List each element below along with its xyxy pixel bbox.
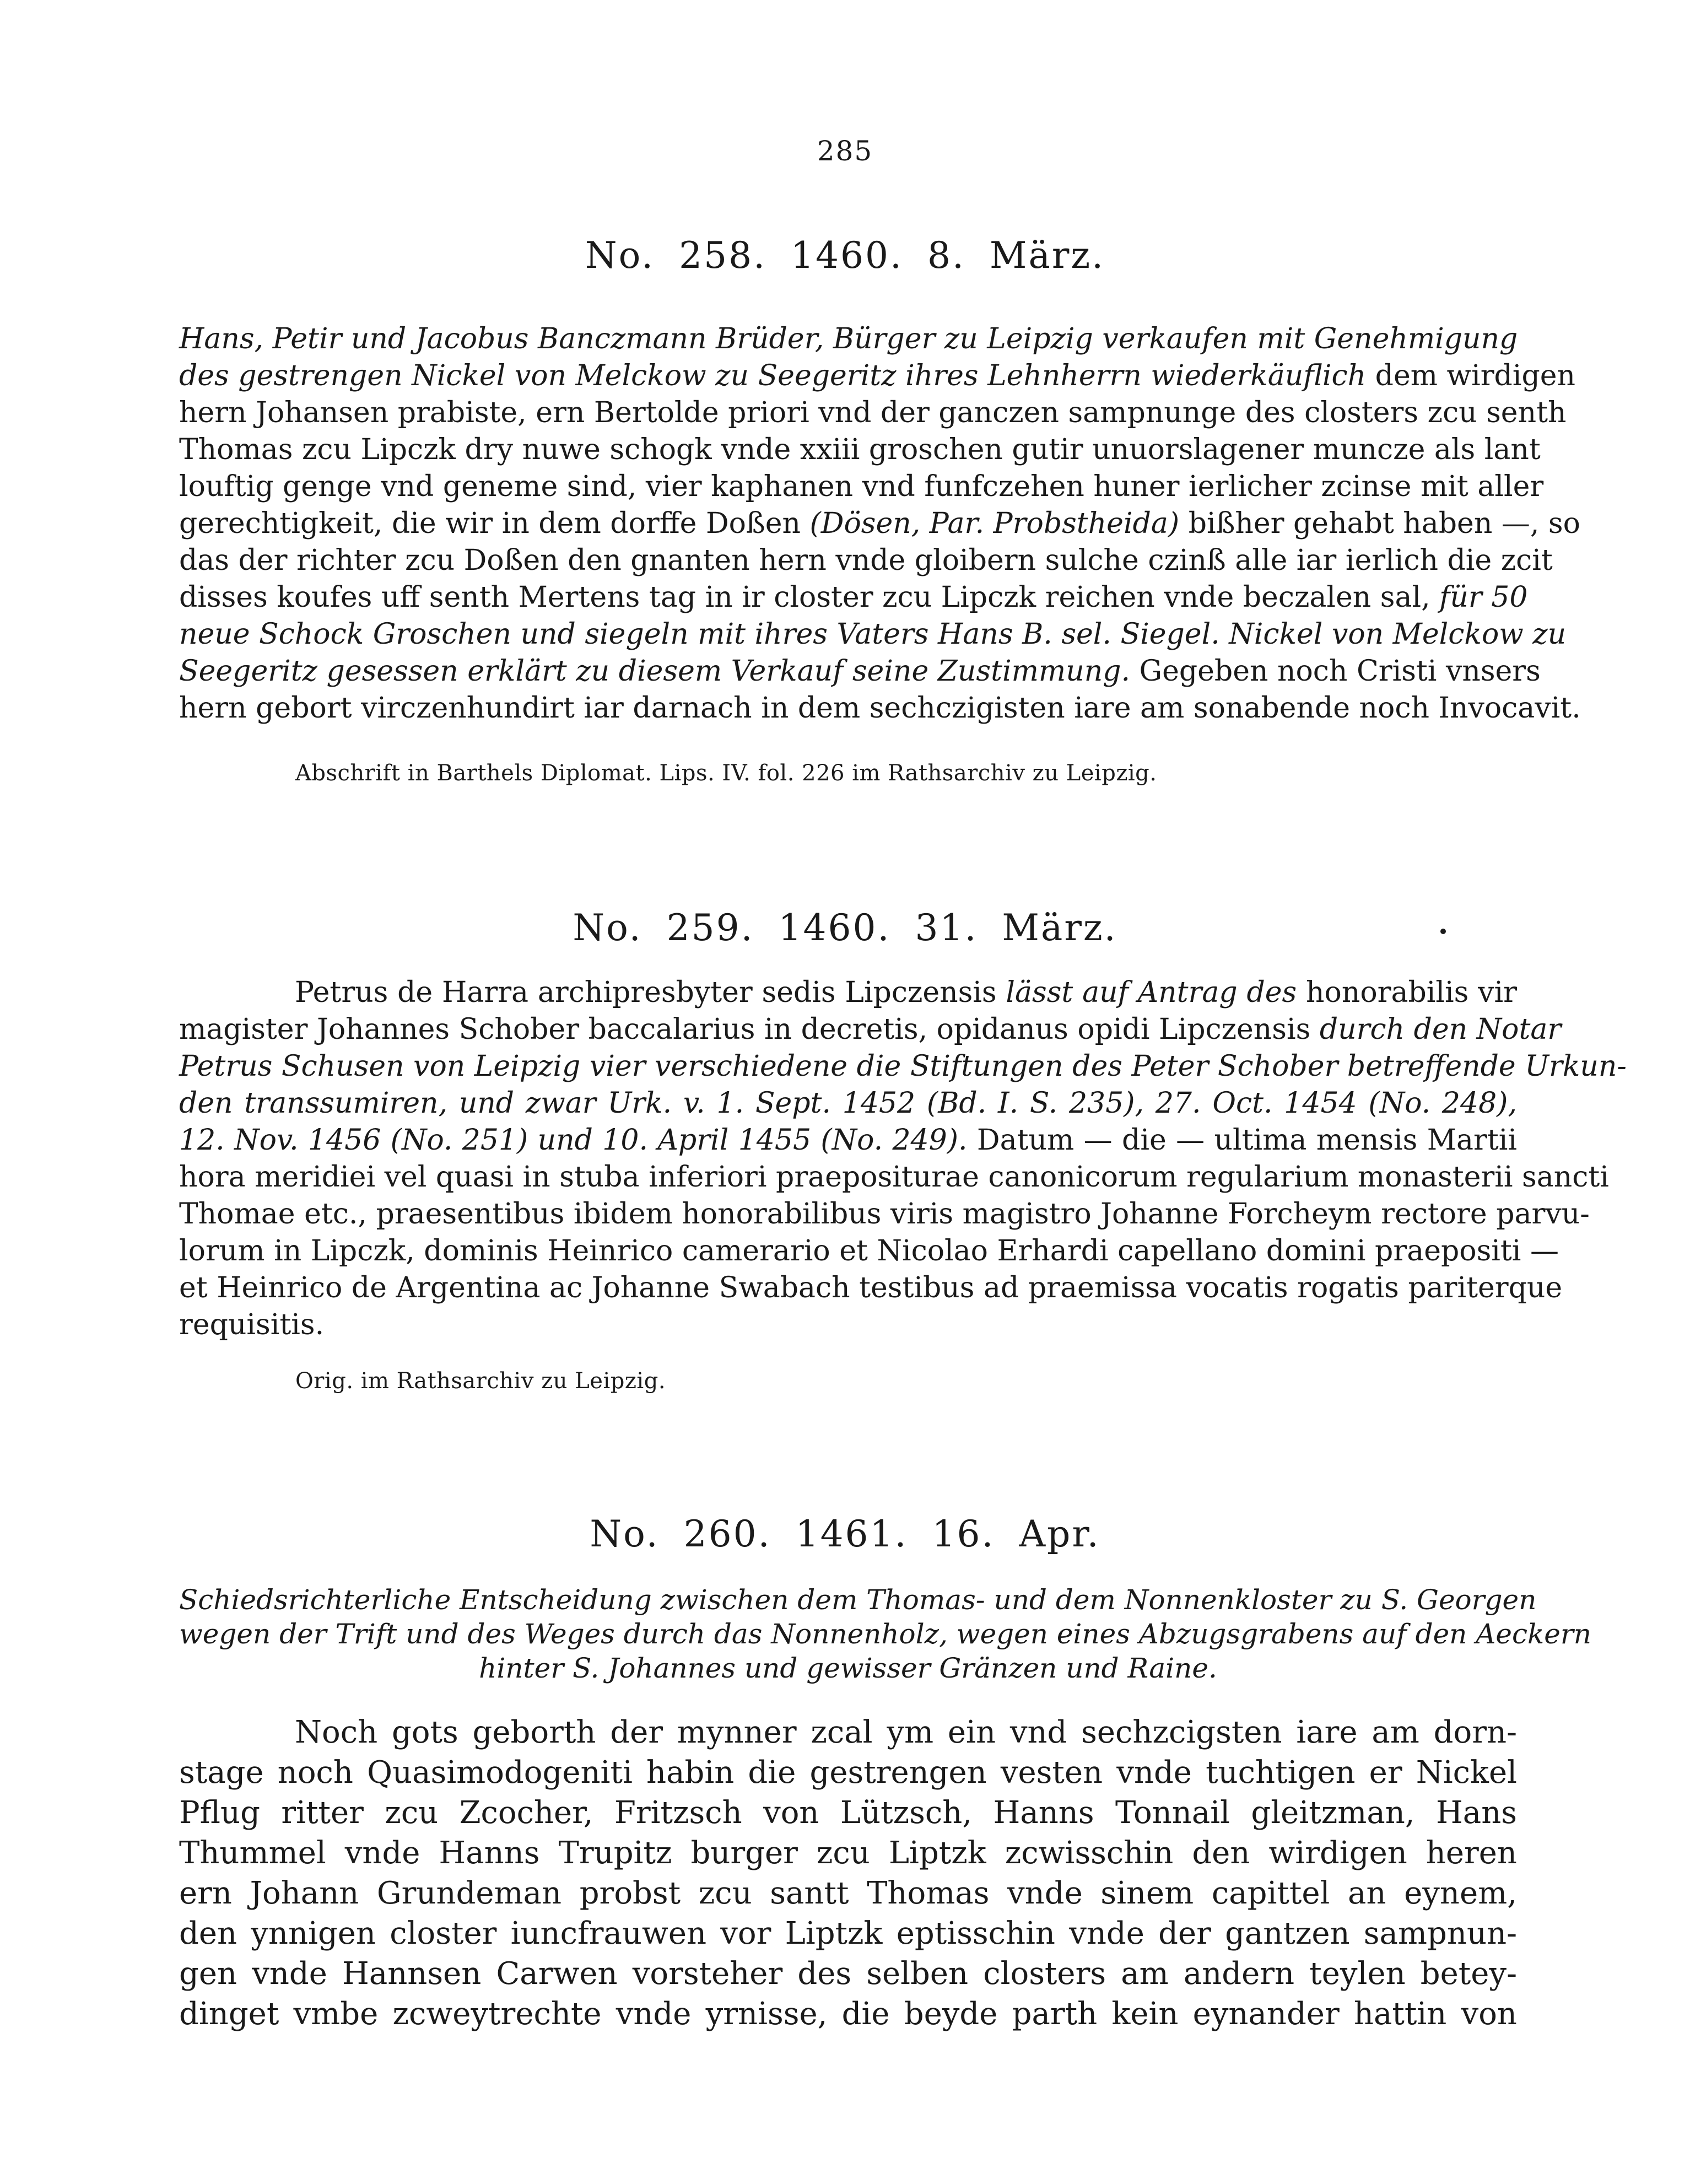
body-line: dinget vmbe zcweytrechte vnde yrnisse, die beyde parth kein eynander hattin von — [179, 1996, 1517, 2032]
text-line — [179, 358, 1576, 395]
text-line — [179, 395, 1567, 432]
body-line: gen vnde Hannsen Carwen vorsteher des selben closters am andern teylen betey- — [179, 1956, 1517, 1992]
summary-line: Schiedsrichterliche Entscheidung zwischen dem Thomas- und dem Nonnenkloster zu S. Georgen — [179, 1584, 1537, 1616]
entry-259-source: Orig. im Rathsarchiv zu Leipzig. — [295, 1368, 666, 1394]
text-line — [179, 542, 1553, 579]
page-number: 285 — [817, 135, 873, 167]
body-line: Pflug ritter zcu Zcocher, Fritzsch von Lützsch, Hanns Tonnail gleitzman, Hans — [179, 1795, 1517, 1831]
entry-259-text — [179, 974, 1627, 1344]
text-line — [179, 321, 1517, 358]
text-line — [179, 1270, 1563, 1307]
body-line: Thummel vnde Hanns Trupitz burger zcu Liptzk zcwisschin den wirdigen heren — [179, 1835, 1517, 1871]
text-line — [179, 1048, 1627, 1085]
entry-258-heading: No. 258. 1460. 8. März. — [585, 234, 1105, 277]
roman-segment: hora meridiei vel quasi in stuba inferiori praepositurae canonicorum regularium monasterii sancti — [179, 1161, 1609, 1194]
roman-segment: magister Johannes Schober baccalarius in decretis, opidanus opidi Lipczensis — [179, 1013, 1320, 1046]
text-line — [179, 653, 1541, 690]
italic-segment: für 50 — [1439, 581, 1528, 614]
italic-segment: 12. Nov. 1456 (No. 251) und 10. April 1455 (No. 249). — [179, 1124, 968, 1157]
roman-segment: et Heinrico de Argentina ac Johanne Swabach testibus ad praemissa vocatis rogatis pariterque — [179, 1271, 1563, 1304]
body-line: den ynnigen closter iuncfrauwen vor Liptzk eptisschin vnde der gantzen sampnun- — [179, 1916, 1517, 1951]
italic-segment: den transsumiren, und zwar Urk. v. 1. Sept. 1452 (Bd. I. S. 235), 27. Oct. 1454 (No. 248), — [179, 1087, 1517, 1120]
body-line: ern Johann Grundeman probst zcu santt Thomas vnde sinem capittel an eynem, — [179, 1875, 1517, 1911]
text-line — [179, 1233, 1559, 1270]
italic-segment: durch den Notar — [1319, 1013, 1562, 1046]
entry-258-source: Abschrift in Barthels Diplomat. Lips. IV. fol. 226 im Rathsarchiv zu Leipzig. — [295, 761, 1157, 786]
entry-260-heading: No. 260. 1461. 16. Apr. — [590, 1513, 1100, 1555]
body-line: stage noch Quasimodogeniti habin die gestrengen vesten vnde tuchtigen er Nickel — [179, 1755, 1517, 1791]
stray-dot — [1440, 929, 1446, 934]
roman-segment: honorabilis vir — [1297, 976, 1518, 1009]
entry-259-heading: No. 259. 1460. 31. März. — [573, 907, 1117, 949]
text-line — [179, 1011, 1562, 1048]
roman-segment: requisitis. — [179, 1308, 325, 1341]
entry-258-text — [179, 321, 1581, 727]
text-line — [179, 468, 1544, 505]
entry-260-body — [179, 1712, 1517, 2034]
roman-segment: das der richter zcu Doßen den gnanten hern vnde gloibern sulche czinß alle iar ierlich die zcit — [179, 544, 1553, 577]
text-line — [179, 616, 1567, 653]
roman-segment: disses koufes uff senth Mertens tag in ir closter zcu Lipczk reichen vnde beczalen sal, — [179, 581, 1440, 614]
italic-segment: (Dösen, Par. Probstheida) — [809, 507, 1180, 540]
roman-segment: Thomae etc., praesentibus ibidem honorabilibus viris magistro Johanne Forcheym rectore parvu- — [179, 1198, 1590, 1231]
italic-segment: neue Schock Groschen und siegeln mit ihres Vaters Hans B. sel. Siegel. Nickel von Melckow zu — [179, 618, 1567, 651]
summary-line: wegen der Trift und des Weges durch das Nonnenholz, wegen eines Abzugsgrabens auf den Aeckern — [179, 1618, 1591, 1650]
text-line — [179, 690, 1581, 727]
text-line — [179, 1122, 1517, 1159]
italic-segment: Petrus Schusen von Leipzig vier verschiedene die Stiftungen des Peter Schober betreffende Urkun- — [179, 1050, 1627, 1083]
text-line — [179, 1196, 1590, 1233]
text-line — [179, 579, 1528, 616]
roman-segment: louftig genge vnd geneme sind, vier kaphanen vnd funfczehen huner ierlicher zcinse mit aller — [179, 470, 1544, 503]
roman-segment: hern gebort virczenhundirt iar darnach in dem sechczigisten iare am sonabende noch Invocavit. — [179, 692, 1581, 725]
text-line — [179, 1159, 1609, 1196]
roman-segment: gerechtigkeit, die wir in dem dorffe Doßen — [179, 507, 810, 540]
italic-segment: lässt auf Antrag des — [1006, 976, 1297, 1009]
roman-segment: lorum in Lipczk, dominis Heinrico camerario et Nicolao Erhardi capellano domini praepositi — — [179, 1234, 1559, 1268]
roman-segment: Petrus de Harra archipresbyter sedis Lipczensis — [295, 976, 1006, 1009]
roman-segment: dem wirdigen — [1366, 359, 1576, 392]
italic-segment: des gestrengen Nickel von Melckow zu Seegeritz ihres Lehnherrn wiederkäuflich — [179, 359, 1367, 392]
roman-segment: Thomas zcu Lipczk dry nuwe schogk vnde xxiii groschen gutir unuorslagener muncze als lant — [179, 433, 1541, 466]
text-line — [179, 505, 1580, 542]
summary-line: hinter S. Johannes und gewisser Gränzen und Raine. — [479, 1652, 1217, 1684]
text-line — [179, 1085, 1517, 1122]
text-line — [179, 974, 1517, 1011]
body-line: Noch gots geborth der mynner zcal ym ein vnd sechzcigsten iare am dorn- — [295, 1714, 1517, 1750]
italic-segment: Hans, Petir und Jacobus Banczmann Brüder, Bürger zu Leipzig verkaufen mit Genehmigung — [179, 322, 1518, 355]
roman-segment: bißher gehabt haben —, so — [1179, 507, 1580, 540]
entry-260-summary — [179, 1583, 1591, 1685]
roman-segment: Datum — die — ultima mensis Martii — [967, 1124, 1517, 1157]
text-line — [179, 432, 1541, 468]
roman-segment: Gegeben noch Cristi vnsers — [1130, 655, 1541, 688]
roman-segment: hern Johansen prabiste, ern Bertolde priori vnd der ganczen sampnunge des closters zcu senth — [179, 396, 1567, 429]
text-line — [179, 1307, 1517, 1344]
italic-segment: Seegeritz gesessen erklärt zu diesem Verkauf seine Zustimmung. — [179, 655, 1131, 688]
